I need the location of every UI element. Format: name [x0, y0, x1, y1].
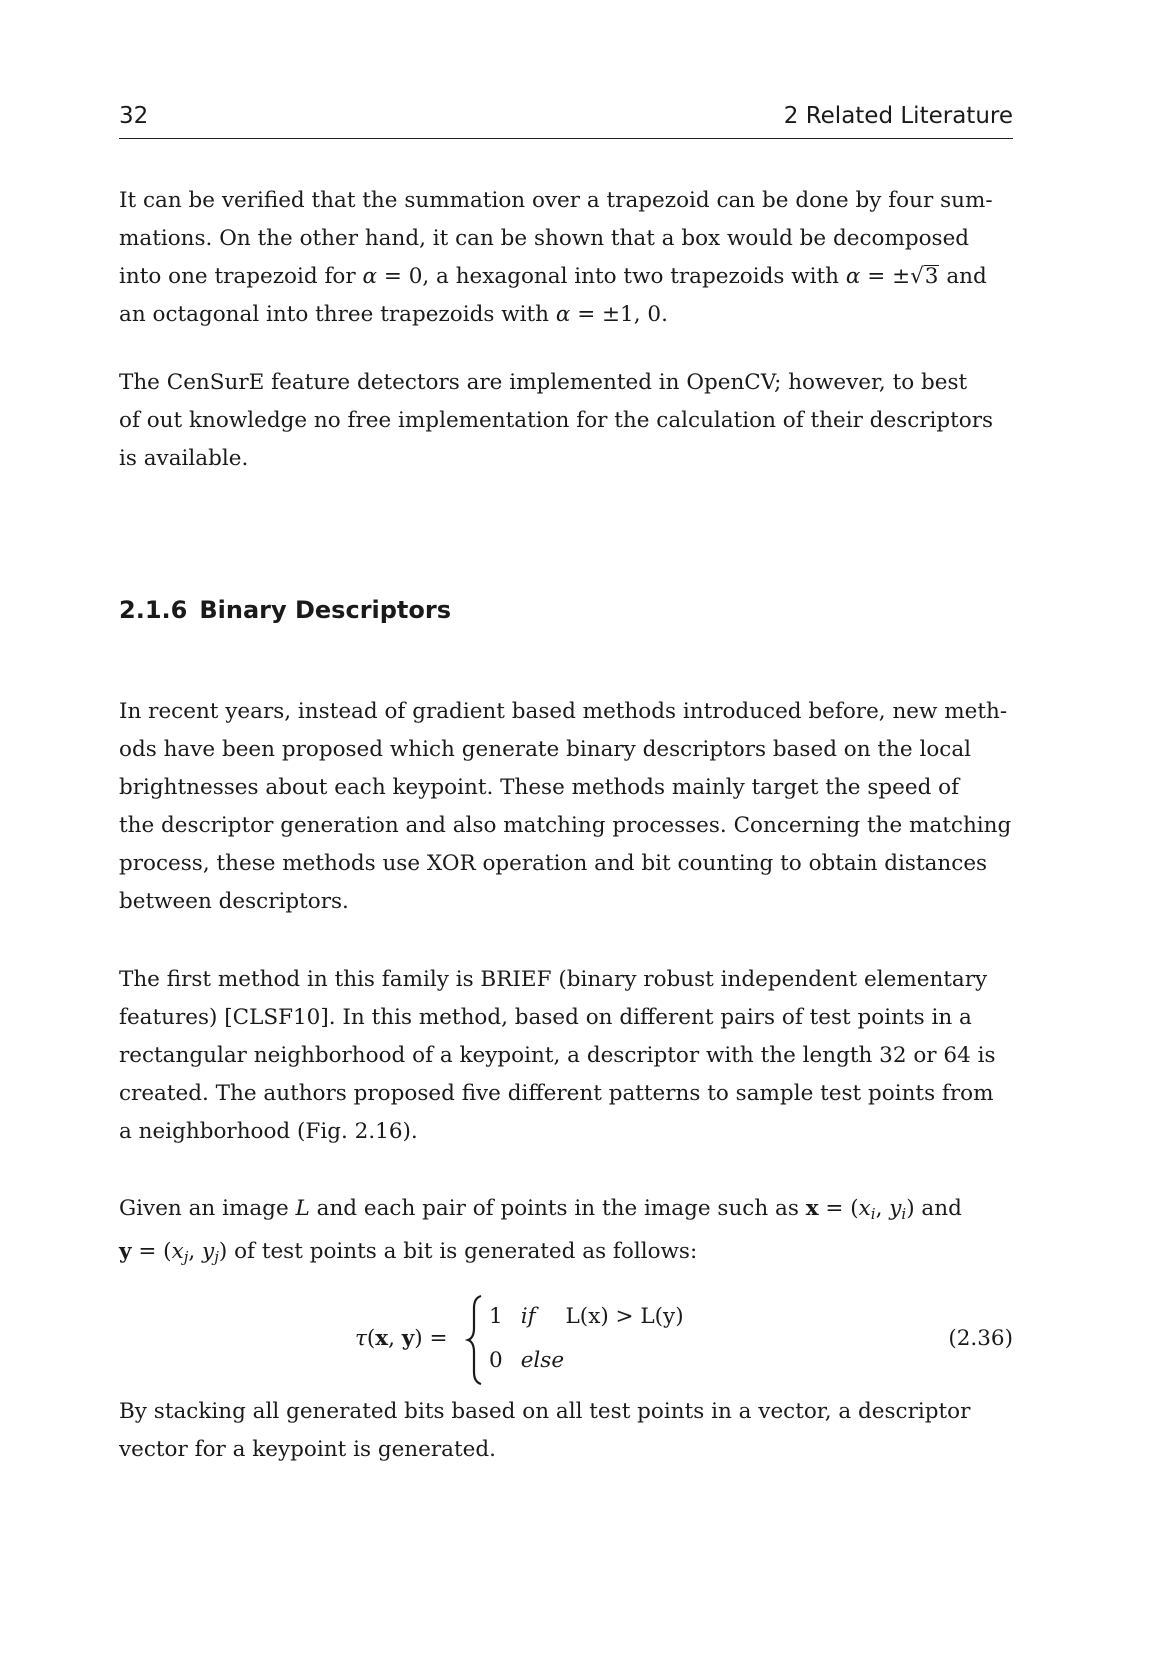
text-line: the descriptor generation and also matching processes. Concerning the matching	[119, 813, 1012, 838]
math-alpha: α	[555, 302, 571, 327]
text-line: between descriptors.	[119, 889, 349, 914]
text-line: an octagonal into three trapezoids with α = ±1, 0.	[119, 302, 668, 327]
equation-lhs: τ(x, y) =	[355, 1326, 448, 1351]
left-brace-icon	[465, 1290, 485, 1390]
math-bold-y: y	[119, 1239, 132, 1264]
text-line: It can be verified that the summation over a trapezoid can be done by four sum-	[119, 188, 993, 213]
math-L: L	[295, 1196, 310, 1221]
text-line: The first method in this family is BRIEF (binary robust independent elementary	[119, 967, 988, 992]
paragraph-brief	[119, 961, 1013, 1151]
paragraph-binary-intro	[119, 693, 1013, 921]
page-number: 32	[119, 103, 149, 129]
text-line: ods have been proposed which generate binary descriptors based on the local	[119, 737, 972, 762]
text-line: of out knowledge no free implementation for the calculation of their descriptors	[119, 408, 994, 433]
section-heading	[119, 596, 451, 624]
paragraph-trapezoid-decomposition	[119, 182, 1013, 334]
equation-case-1: 1 if L(x) > L(y)	[489, 1304, 684, 1329]
math-bold-x: x	[805, 1196, 819, 1221]
text-line: rectangular neighborhood of a keypoint, a descriptor with the length 32 or 64 is	[119, 1043, 996, 1068]
equation-number: (2.36)	[948, 1326, 1013, 1351]
text-line: brightnesses about each keypoint. These methods mainly target the speed of	[119, 775, 960, 800]
paragraph-censure-opencv	[119, 364, 1013, 478]
text-line: vector for a keypoint is generated.	[119, 1437, 496, 1462]
math-alpha: α	[362, 264, 378, 289]
text-line: Given an image L and each pair of points in the image such as $x = (x_i$, $y_i$) and	[119, 1196, 962, 1223]
text-line: created. The authors proposed five different patterns to sample test points from	[119, 1081, 994, 1106]
sqrt-radicand: 3	[924, 264, 939, 289]
section-number: 2.1.6	[119, 596, 188, 624]
text-line: In recent years, instead of gradient based methods introduced before, new meth-	[119, 699, 1008, 724]
chapter-title: 2 Related Literature	[783, 103, 1013, 129]
math-alpha: α	[845, 264, 861, 289]
paragraph-test-points	[119, 1190, 1013, 1276]
sqrt-symbol: √	[910, 264, 924, 289]
text-line: mations. On the other hand, it can be shown that a box would be decomposed	[119, 226, 970, 251]
running-header	[119, 100, 1013, 139]
section-title: Binary Descriptors	[199, 596, 452, 624]
equation-case-2: 0 else	[489, 1348, 565, 1373]
text-line: is available.	[119, 446, 249, 471]
text-line: process, these methods use XOR operation and bit counting to obtain distances	[119, 851, 988, 876]
equation-2-36	[119, 1290, 1013, 1390]
text-line: The CenSurE feature detectors are implemented in OpenCV; however, to best	[119, 370, 968, 395]
text-line: into one trapezoid for α = 0, a hexagonal into two trapezoids with α = ±√3 and	[119, 264, 987, 289]
text-line: a neighborhood (Fig. 2.16).	[119, 1119, 418, 1144]
text-line: $y = (x_j$, $y_j$) of test points a bit is generated as follows:	[119, 1239, 698, 1266]
text-line: By stacking all generated bits based on all test points in a vector, a descriptor	[119, 1399, 971, 1424]
text-line: features) [CLSF10]. In this method, based on different pairs of test points in a	[119, 1005, 972, 1030]
paragraph-descriptor-vector	[119, 1393, 1013, 1469]
